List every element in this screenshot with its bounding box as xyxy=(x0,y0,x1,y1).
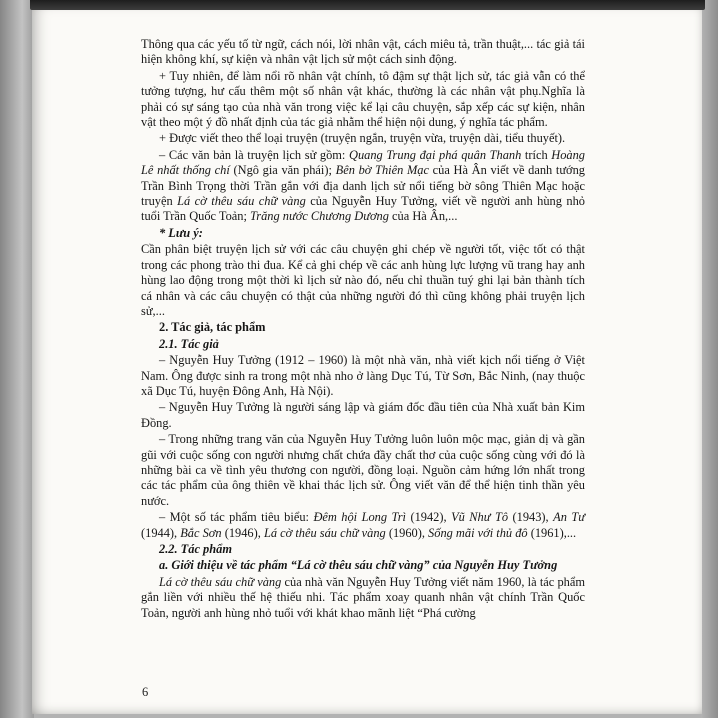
text-run: Đêm hội Long Trì xyxy=(313,510,406,525)
paragraph xyxy=(141,148,585,225)
paragraph xyxy=(141,131,585,146)
text-run: (1960), xyxy=(385,525,429,540)
paragraph xyxy=(141,69,585,131)
page-content xyxy=(141,37,585,622)
text-run: của Hà Ân,... xyxy=(388,209,458,224)
text-run: của Hà Ân viết về danh tướng Trần Bình Trọng thời Trần gắn với địa danh lịch sử nổi tiếng bờ sông Thiên Mạc hoặc truyện xyxy=(141,163,585,209)
text-run: + Tuy nhiên, để làm nổi rõ nhân vật chính, tô đậm sự thật lịch sử, tác giả vẫn có thể tưởng tượng, hư cấu thêm một số nhân vật khác, thường là các nhân vật phụ.Nghĩa là phải có sự sáng tạo của nhà văn trong việc kể lại câu chuyện, sắp xếp các sự kiện, nhân vật theo một ý đồ nhất định của tác giả nhằm thể hiện nội dung, ý nghĩa tác phẩm. xyxy=(141,68,585,130)
text-run: Trăng nước Chương Dương xyxy=(250,209,389,224)
text-run: (1944), xyxy=(141,525,181,540)
paragraph xyxy=(141,353,585,399)
text-run: – Nguyễn Huy Tưởng là người sáng lập và giám đốc đầu tiên của Nhà xuất bản Kim Đồng. xyxy=(141,400,585,430)
paragraph xyxy=(141,320,585,335)
text-run: Thông qua các yếu tố từ ngữ, cách nói, lời nhân vật, cách miêu tả, trần thuật,... tác giả tái hiện không khí, sự kiện và nhân vật lịch sử một cách sinh động. xyxy=(141,37,585,67)
text-run: Bên bờ Thiên Mạc xyxy=(335,163,429,178)
text-run: Lá cờ thêu sáu chữ vàng xyxy=(159,574,282,589)
page-number: 6 xyxy=(142,685,149,699)
photo-left-edge xyxy=(0,0,34,718)
book-top-edge xyxy=(30,0,705,10)
photo-right-edge xyxy=(701,0,718,718)
text-run: – Các văn bản là truyện lịch sử gồm: xyxy=(159,147,349,162)
text-run: (Ngô gia văn phái); xyxy=(229,163,336,178)
text-run: 2. Tác giả, tác phẩm xyxy=(159,320,266,335)
paragraph xyxy=(141,37,585,68)
text-run: 2.2. Tác phẩm xyxy=(159,542,232,556)
text-run: a. Giới thiệu về tác phẩm “Lá cờ thêu sáu chữ vàng” của Nguyễn Huy Tưởng xyxy=(159,558,558,573)
text-run: của Nguyễn Huy Tưởng, viết về người anh hùng nhỏ tuổi Trần Quốc Toản; xyxy=(141,194,585,224)
text-run: – Một số tác phẩm tiêu biểu: xyxy=(159,510,314,525)
text-run: Lá cờ thêu sáu chữ vàng xyxy=(263,525,386,540)
text-run: (1961),... xyxy=(527,525,577,540)
paragraph xyxy=(141,400,585,431)
text-run: Vũ Như Tô xyxy=(451,510,509,525)
text-run: + Được viết theo thể loại truyện (truyện ngắn, truyện vừa, truyện dài, tiểu thuyết). xyxy=(159,131,566,146)
text-run: Quang Trung đại phá quân Thanh xyxy=(349,147,522,162)
text-run: của nhà văn Nguyễn Huy Tưởng viết năm 1960, là tác phẩm gắn liền với nhiều thế hệ thiếu nhi. Tác phẩm xoay quanh nhân vật chính Trần Quốc Toản, người anh hùng nhỏ tuổi với khát khao mãnh liệt “Phá cường xyxy=(141,574,586,620)
text-run: (1946), xyxy=(221,525,264,540)
text-run: Lá cờ thêu sáu chữ vàng xyxy=(177,194,306,209)
text-run: (1943), xyxy=(508,510,554,525)
text-run: Bắc Sơn xyxy=(180,525,222,540)
text-run: An Tư xyxy=(553,510,585,525)
text-run: (1942), xyxy=(406,510,452,525)
document-page xyxy=(32,10,702,714)
text-run: – Trong những trang văn của Nguyễn Huy Tưởng luôn luôn mộc mạc, giản dị và gần gũi với cuộc sống con người nhưng chất chứa đầy chất thơ của cuộc sống cùng với đó là những bài ca về tình yêu thương con người, đồng loại. Nguồn cảm hứng lớn nhất trong các tác phẩm của ông thiên về khai thác lịch sử. Ông viết văn để thể hiện tinh thần yêu nước. xyxy=(141,432,585,508)
paragraph xyxy=(141,510,585,541)
paragraph xyxy=(141,558,585,573)
paragraph xyxy=(141,242,585,319)
text-run: 2.1. Tác giả xyxy=(159,336,219,351)
text-run: * Lưu ý: xyxy=(159,225,203,240)
paragraph xyxy=(141,337,585,352)
paragraph xyxy=(141,575,585,621)
paragraph xyxy=(141,432,585,509)
paragraph xyxy=(141,542,585,557)
text-run: – Nguyễn Huy Tưởng (1912 – 1960) là một nhà văn, nhà viết kịch nổi tiếng ở Việt Nam. Ông được sinh ra trong một nhà nho ở làng Dục Tú, Từ Sơn, Bắc Ninh, (nay thuộc xã Dục Tú, huyện Đông Anh, Hà Nội). xyxy=(141,353,585,398)
text-run: Cần phân biệt truyện lịch sử với các câu chuyện ghi chép về người tốt, việc tốt có thật trong các phong trào thi đua. Kể cả ghi chép về các anh hùng lực lượng vũ trang hay anh hùng lao động trong một thời kì lịch sử nào đó, nếu chỉ thuần tuý ghi lại bản thành tích cá nhân và các câu chuyện có thật của những người đó thì cũng không phải truyện lịch sử,... xyxy=(141,242,585,318)
text-run: Hoàng Lê nhất thống chí xyxy=(141,147,585,178)
text-run: trích xyxy=(521,147,552,162)
text-run: Sống mãi với thủ đô xyxy=(428,525,528,540)
paragraph xyxy=(141,226,585,241)
